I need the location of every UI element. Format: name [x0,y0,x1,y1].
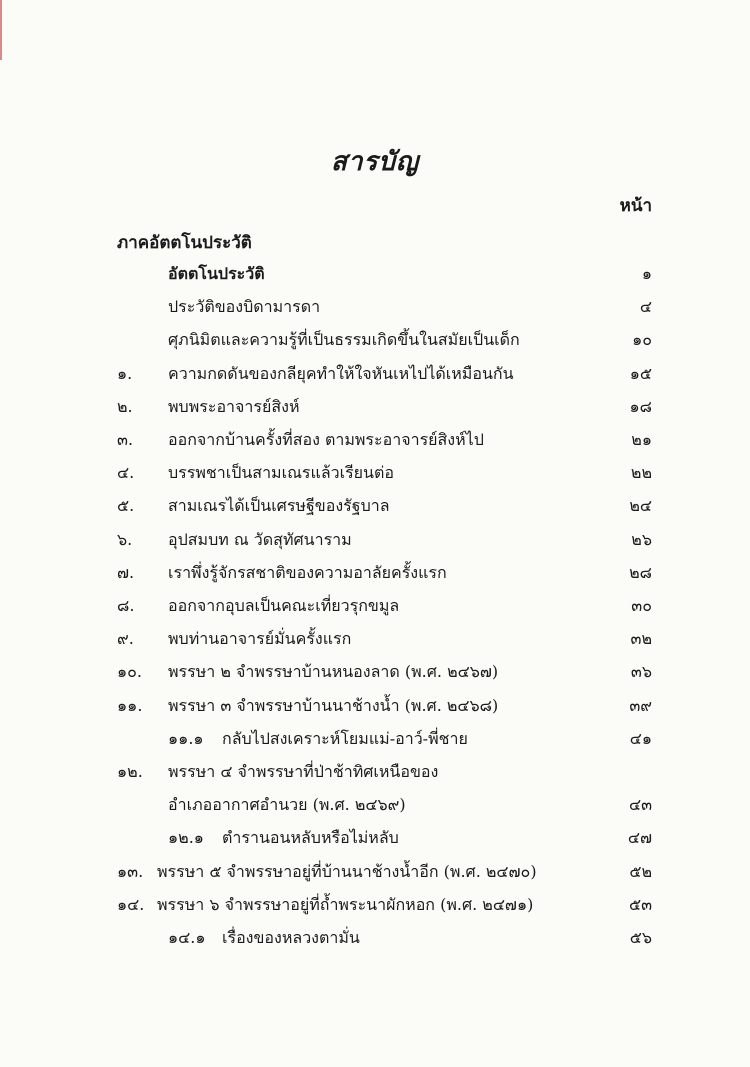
toc-entry [0,456,750,490]
toc-entry [0,855,750,889]
toc-entry-title: ความกดดันของกลียุคทำให้ใจหันเหไปได้เหมือนกัน [168,364,514,383]
toc-entry-title: อัตตโนประวัติ [168,264,265,283]
toc-entry-page: ๔ [639,297,652,316]
toc-entry-number: ๑. [117,364,133,383]
toc-entry-title: พรรษา ๕ จำพรรษาอยู่ที่บ้านนาช้างน้ำอีก (พ.ศ. ๒๔๗๐) [157,862,537,881]
toc-entry-title: พรรษา ๒ จำพรรษาบ้านหนองลาด (พ.ศ. ๒๔๖๗) [168,662,499,681]
toc-entry-number: ๑๒.๑ [168,828,204,847]
toc-entry-title: อุปสมบท ณ วัดสุทัศนาราม [168,530,352,549]
toc-entry [0,556,750,590]
toc-entry-title: ประวัติของบิดามารดา [168,297,321,316]
toc-entry-page: ๕๖ [629,928,652,947]
toc-entry-title: บรรพชาเป็นสามเณรแล้วเรียนต่อ [168,463,394,482]
toc-entry [0,423,750,457]
toc-entry-page: ๑๕ [629,364,652,383]
toc-entry-number: ๖. [117,530,133,549]
toc-entry-number: ๔. [117,463,135,482]
toc-entry [0,622,750,656]
toc-entry-title: พรรษา ๓ จำพรรษาบ้านนาช้างน้ำ (พ.ศ. ๒๔๖๘) [168,696,499,715]
toc-entry-page: ๔๑ [629,729,652,748]
toc-entry-page: ๑๘ [629,397,652,416]
toc-entry [0,390,750,424]
toc-entry [0,489,750,523]
toc-entry-page: ๓๖ [630,662,652,681]
toc-entry-page: ๕๒ [629,862,652,881]
toc-entry-page: ๒๑ [631,430,652,449]
toc-entry-page: ๓๐ [631,596,652,615]
toc-entry-title: เรื่องของหลวงตามั่น [222,928,360,947]
toc-entry-page: ๑๐ [632,330,652,349]
toc-entry-number: ๙. [117,629,134,648]
toc-entry-number: ๒. [117,397,133,416]
toc-entry-title: สามเณรได้เป็นเศรษฐีของรัฐบาล [168,496,390,515]
page-title: สารบัญ [330,147,420,177]
toc-entry [0,290,750,324]
toc-entry [0,722,750,756]
page-edge-mark [0,0,2,60]
toc-entry-title: พบพระอาจารย์สิงห์ [168,397,300,416]
toc-entry-number: ๓. [117,430,134,449]
toc-entry-page: ๒๖ [631,530,652,549]
toc-entry-page: ๒๘ [629,563,652,582]
toc-entry-title: ออกจากอุบลเป็นคณะเที่ยวรุกขมูล [168,596,400,615]
toc-entry-title: พรรษา ๖ จำพรรษาอยู่ที่ถ้ำพระนาผักหอก (พ.ศ. ๒๔๗๑) [157,895,534,914]
toc-entry-page: ๔๗ [627,828,652,847]
toc-entry-number: ๑๑. [117,696,143,715]
toc-entry-number: ๑๓. [117,862,144,881]
toc-entry-title: ตำรานอนหลับหรือไม่หลับ [222,828,399,847]
toc-entry [0,357,750,391]
toc-entry-title: อำเภออากาศอำนวย (พ.ศ. ๒๔๖๙) [168,795,406,814]
toc-entry-number: ๕. [117,496,135,515]
toc-entry-page: ๕๓ [628,895,652,914]
toc-entry-number: ๑๑.๑ [168,729,204,748]
toc-entry [0,689,750,723]
toc-entry-number: ๑๒. [117,762,143,781]
toc-entry-number: ๑๔. [117,895,145,914]
toc-entry [0,888,750,922]
toc-entry-page: ๑ [641,264,652,283]
toc-entry-title: พบท่านอาจารย์มั่นครั้งแรก [168,629,352,648]
toc-entry-page: ๔๓ [628,795,652,814]
toc-entry [0,788,750,822]
toc-entry-page: ๓๙ [629,696,652,715]
toc-entry-title: กลับไปสงเคราะห์โยมแม่-อาว์-พี่ชาย [222,729,468,748]
section-header: ภาคอัตตโนประวัติ [117,233,252,253]
toc-entry [0,755,750,789]
page-column-header: หน้า [619,196,652,216]
toc-entry [0,523,750,557]
toc-entry-title: ออกจากบ้านครั้งที่สอง ตามพระอาจารย์สิงห์ไป [168,430,484,449]
toc-entry-title: พรรษา ๔ จำพรรษาที่ป่าช้าทิศเหนือของ [168,762,439,781]
toc-entry-title: เราพึ่งรู้จักรสชาติของความอาลัยครั้งแรก [168,563,447,582]
toc-entry [0,257,750,291]
toc-entry [0,821,750,855]
toc-entry-page: ๒๒ [630,463,652,482]
toc-entry-number: ๗. [117,563,135,582]
toc-entry-page: ๓๒ [630,629,652,648]
toc-entry-title: ศุภนิมิตและความรู้ที่เป็นธรรมเกิดขึ้นในสมัยเป็นเด็ก [168,330,520,349]
toc-entry [0,921,750,955]
toc-entry [0,589,750,623]
toc-entry [0,655,750,689]
toc-entry [0,323,750,357]
toc-entry-number: ๘. [117,596,135,615]
toc-entry-number: ๑๐. [117,662,143,681]
toc-entry-page: ๒๔ [629,496,652,515]
toc-entry-number: ๑๔.๑ [168,928,206,947]
